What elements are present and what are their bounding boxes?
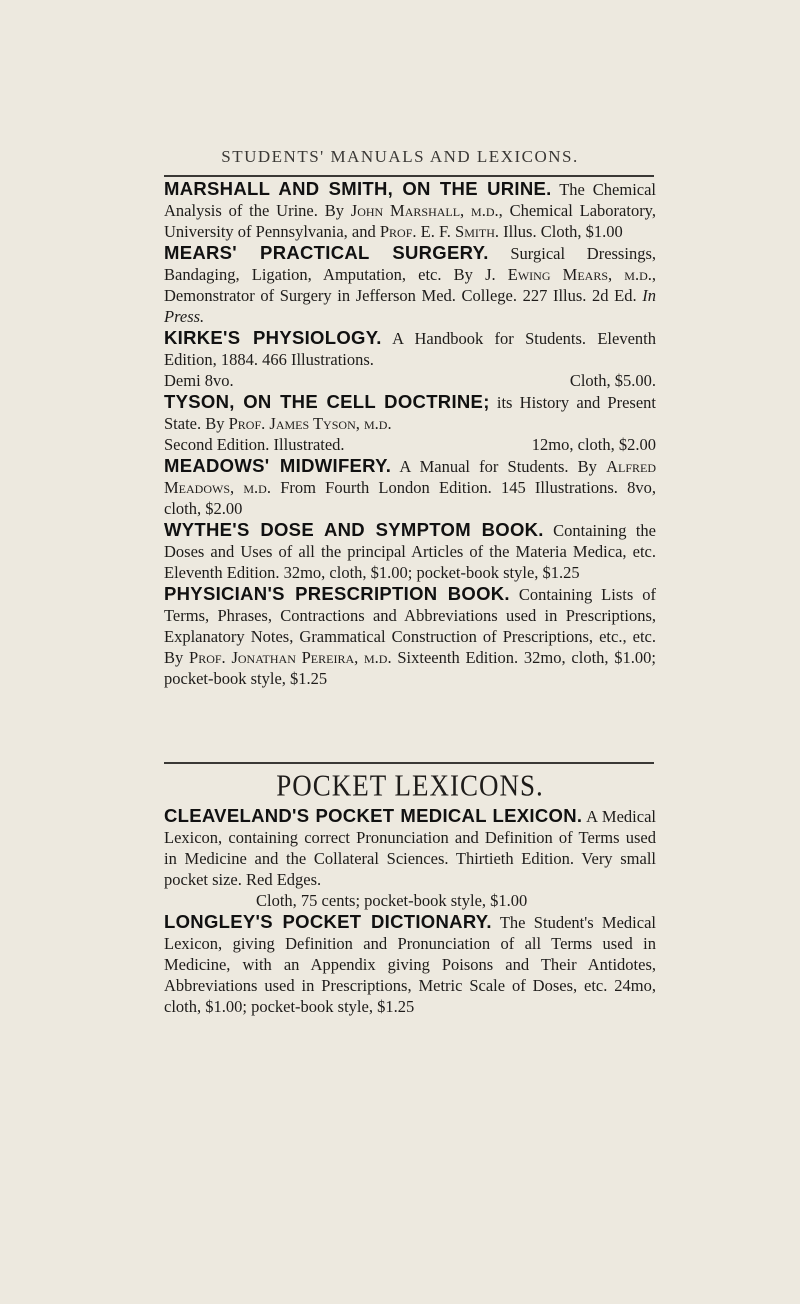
entry-title: KIRKE'S PHYSIOLOGY. xyxy=(164,327,382,348)
entry-author: Alfred Meadows, m.d. xyxy=(164,457,656,497)
entry-title: PHYSICIAN'S PRESCRIPTION BOOK. xyxy=(164,583,510,604)
entry-title: MEADOWS' MIDWIFERY. xyxy=(164,455,392,476)
entry-format: Second Edition. Illustrated. xyxy=(164,435,345,454)
entry-title: MARSHALL AND SMITH, ON THE URINE. xyxy=(164,178,552,199)
catalog-entry-longley xyxy=(164,911,656,1017)
section-title: POCKET LEXICONS. xyxy=(276,767,544,803)
catalog-entry-wythe xyxy=(164,519,656,583)
entry-author: Prof. James Tyson, m.d. xyxy=(228,414,392,433)
entry-author: J. Ewing Mears, m.d. xyxy=(485,265,652,284)
entry-text: , Chemical Laboratory, University of Pennsylvania, and xyxy=(164,201,656,241)
entry-format: Demi 8vo. xyxy=(164,371,234,390)
entry-text: Surgical Dressings, Bandaging, Ligation, Amputation, etc. By xyxy=(164,244,656,284)
entry-text: The Student's Medical Lexicon, giving Definition and Pronunciation of all Terms used in Medicine, with an Appendix giving Poisons and Their Antidotes, Abbreviations used in Prescriptions, Metric Scale of Doses, etc. 24mo, cloth, $1.00; pocket-book style, $1.25 xyxy=(164,913,656,1016)
running-head: STUDENTS' MANUALS AND LEXICONS. xyxy=(221,147,579,166)
entry-text: its History and Present State. By xyxy=(164,393,656,433)
in-press-note: In Press. xyxy=(164,286,656,326)
catalog-entry-mears xyxy=(164,242,656,327)
entry-text: A Medical Lexicon, containing correct Pronunciation and Definition of Terms used in Medicine and the Collateral Sciences. Thirtieth Edition. Very small pocket size. Red Edges. xyxy=(164,807,656,889)
entry-price: Cloth, 75 cents; pocket-book style, $1.00 xyxy=(256,891,528,910)
catalog-entry-meadows xyxy=(164,455,656,519)
entry-text: , Demonstrator of Surgery in Jefferson Med. College. 227 Illus. 2d Ed. xyxy=(164,265,657,305)
entry-text: A Manual for Students. By xyxy=(391,457,607,476)
section-rule xyxy=(164,762,654,764)
lexicons-column xyxy=(164,767,656,1017)
entry-title: MEARS' PRACTICAL SURGERY. xyxy=(164,242,489,263)
entry-title: CLEAVELAND'S POCKET MEDICAL LEXICON. xyxy=(164,805,583,826)
catalog-entry-kirke xyxy=(164,327,656,391)
catalog-entry-cleaveland xyxy=(164,805,656,911)
entry-title: TYSON, ON THE CELL DOCTRINE; xyxy=(164,391,490,412)
entry-author: Prof. E. F. Smith. xyxy=(379,222,500,241)
entry-text: From Fourth London Edition. 145 Illustrations. 8vo, cloth, $2.00 xyxy=(164,478,656,518)
entry-title: LONGLEY'S POCKET DICTIONARY. xyxy=(164,911,492,932)
entry-text: Illus. Cloth, $1.00 xyxy=(499,222,623,241)
entry-author: John Marshall, m.d. xyxy=(350,201,499,220)
catalog-entry-prescription xyxy=(164,583,656,689)
entry-text: The Chemical Analysis of the Urine. By xyxy=(164,180,657,220)
catalog-entry-tyson xyxy=(164,391,656,455)
entry-text: Containing the Doses and Uses of all the principal Articles of the Materia Medica, etc. Eleventh Edition. 32mo, cloth, $1.00; pocket-book style, $1.25 xyxy=(164,521,656,582)
entry-price: Cloth, $5.00. xyxy=(569,371,656,390)
catalog-entry-marshall xyxy=(164,178,656,242)
entry-text: Containing Lists of Terms, Phrases, Contractions and Abbreviations used in Prescriptions, Explanatory Notes, Grammatical Construction of Prescriptions, etc., etc. By xyxy=(164,585,657,667)
entry-title: WYTHE'S DOSE AND SYMPTOM BOOK. xyxy=(164,519,544,540)
manuals-column xyxy=(164,178,656,689)
entry-price: 12mo, cloth, $2.00 xyxy=(531,435,656,454)
entry-text: Sixteenth Edition. 32mo, cloth, $1.00; pocket-book style, $1.25 xyxy=(164,648,656,688)
entry-text: A Handbook for Students. Eleventh Edition, 1884. 466 Illustrations. xyxy=(164,329,656,369)
top-rule xyxy=(164,175,654,177)
entry-author: Prof. Jonathan Pereira, m.d. xyxy=(189,648,392,667)
